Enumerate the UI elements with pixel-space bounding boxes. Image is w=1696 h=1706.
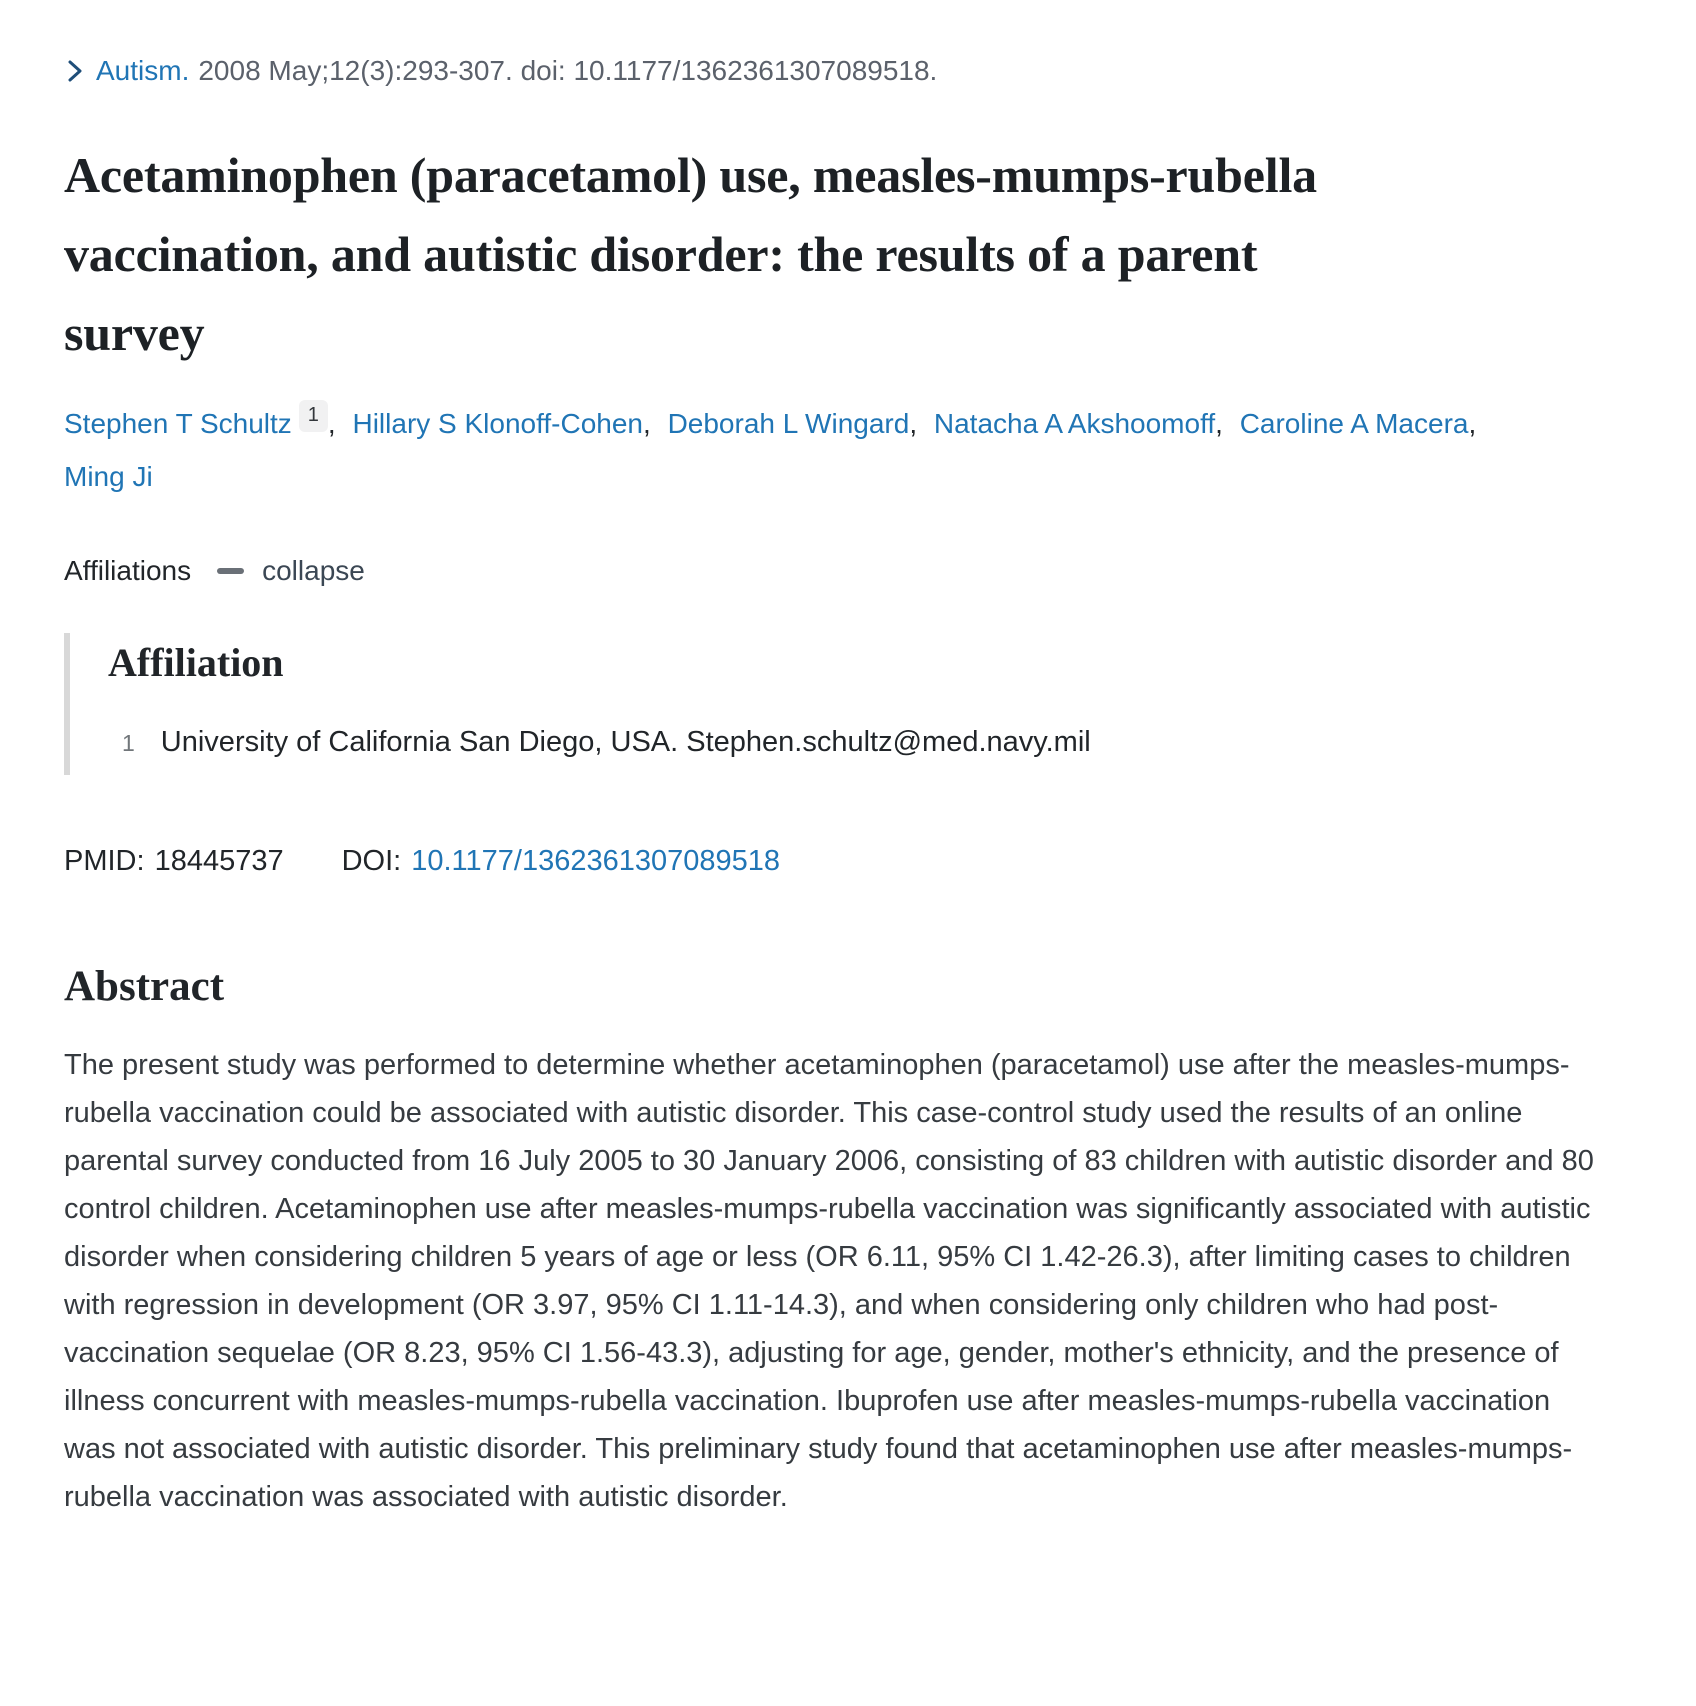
affiliations-toggle-row	[64, 555, 1632, 587]
author-link[interactable]: Natacha A Akshoomoff	[933, 407, 1216, 439]
collapse-button-label: collapse	[262, 554, 365, 586]
author-link[interactable]: Ming Ji	[64, 460, 153, 492]
journal-link[interactable]: Autism.	[96, 55, 190, 86]
author-link[interactable]: Hillary S Klonoff-Cohen	[352, 407, 643, 439]
doi-label: DOI:	[341, 844, 402, 877]
author-separator: ,	[643, 407, 651, 439]
collapse-button[interactable]	[217, 555, 365, 587]
chevron-right-icon	[64, 56, 86, 86]
citation-row	[64, 54, 1632, 88]
doi-group	[342, 845, 780, 878]
abstract-text: The present study was performed to determine whether acetaminophen (paracetamol) use after the measles-mumps-rubella vaccination could be associated with autistic disorder. This case-control study used the results of an online parental survey conducted from 16 July 2005 to 30 January 2006, consisting of 83 children with autistic disorder and 80 control children. Acetaminophen use after measles-mumps-rubella vaccination was significantly associated with autistic disorder when considering children 5 years of age or less (OR 6.11, 95% CI 1.42-26.3), after limiting cases to children with regression in development (OR 3.97, 95% CI 1.11-14.3), and when considering only children who had post-vaccination sequelae (OR 8.23, 95% CI 1.56-43.3), adjusting for age, gender, mother's ethnicity, and the presence of illness concurrent with measles-mumps-rubella vaccination. Ibuprofen use after measles-mumps-rubella vaccination was not associated with autistic disorder. This preliminary study found that acetaminophen use after measles-mumps-rubella vaccination was associated with autistic disorder.	[64, 1048, 1594, 1513]
affiliation-block	[64, 633, 1632, 775]
affiliation-text: University of California San Diego, USA. Stephen.schultz@med.navy.mil	[160, 725, 1091, 758]
author-affiliation-sup[interactable]: 1	[299, 400, 328, 432]
pmid-value: 18445737	[154, 844, 284, 877]
citation-details: 2008 May;12(3):293-307. doi: 10.1177/1362361307089518.	[198, 55, 938, 86]
author-separator: ,	[327, 407, 336, 439]
affiliation-item	[108, 726, 1632, 759]
minus-icon	[217, 568, 244, 574]
authors-list	[64, 397, 1534, 503]
author-separator: ,	[909, 407, 918, 439]
affiliation-number: 1	[122, 729, 135, 756]
author-separator: ,	[1468, 407, 1477, 439]
author-separator: ,	[1215, 407, 1223, 439]
abstract-heading: Abstract	[64, 962, 225, 1010]
pmid-label: PMID:	[64, 844, 145, 877]
affiliation-heading: Affiliation	[108, 639, 284, 685]
identifiers-row	[64, 845, 1632, 878]
doi-link[interactable]: 10.1177/1362361307089518	[411, 844, 781, 877]
page-title: Acetaminophen (paracetamol) use, measles-mumps-rubella vaccination, and autistic disorder: the results of a parent survey	[64, 146, 1317, 361]
pmid-group	[64, 845, 284, 878]
author-link[interactable]: Stephen T Schultz	[64, 407, 292, 439]
affiliations-label: Affiliations	[64, 554, 192, 586]
author-link[interactable]: Deborah L Wingard	[667, 407, 910, 439]
author-link[interactable]: Caroline A Macera	[1239, 407, 1469, 439]
